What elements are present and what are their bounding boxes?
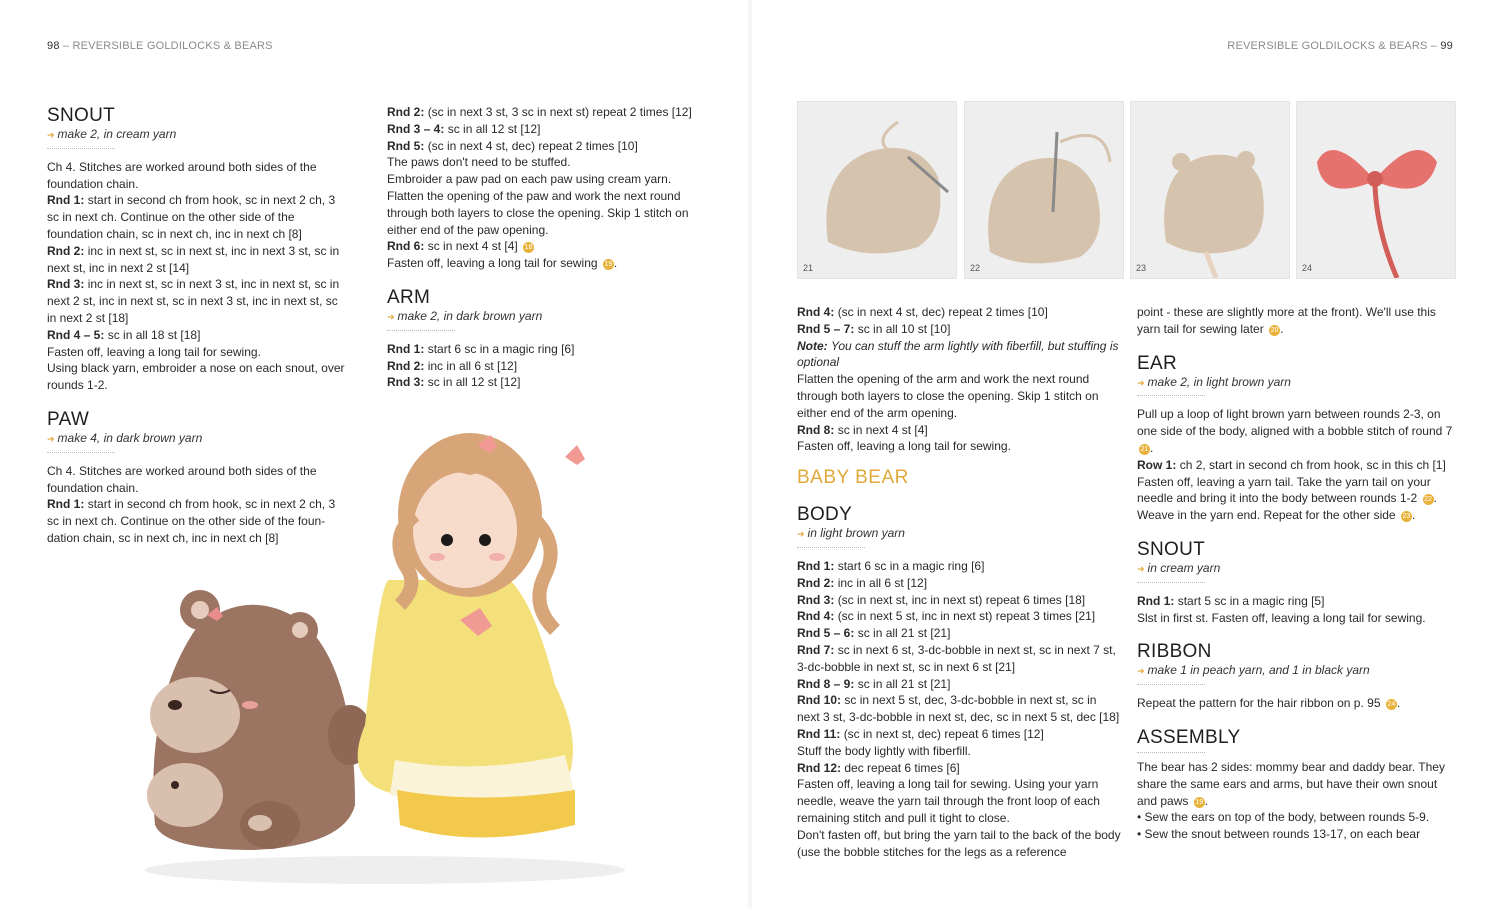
section-rule <box>1137 752 1205 753</box>
snout-2-line-a: Slst in first st. Fasten off, leaving a long tail for sewing. <box>1137 610 1426 625</box>
assembly-bullet-b: • Sew the snout between rounds 13-17, on each bear <box>1137 827 1421 842</box>
ear-line-b: Fasten off, leaving a yarn tail. Take the yarn tail on your needle and bring it into the body between rounds 1-2 22 . <box>1137 474 1437 506</box>
ear-heading: EAR <box>1137 352 1177 374</box>
paw-rnd3-4: Rnd 3 – 4: sc in all 12 st [12] <box>387 121 541 136</box>
body-note: ➜ in light brown yarn <box>797 526 905 541</box>
assembly-bullet-a: • Sew the ears on top of the body, between rounds 5-9. <box>1137 810 1430 825</box>
snout-rnd3: Rnd 3: inc in next st, sc in next 3 st, inc in next st, sc in next 2 st, inc in next st, sc in next 3 st, inc in next st, sc in next 2 st [18] <box>47 277 340 325</box>
section-rule <box>387 330 455 331</box>
right-column-1 <box>797 304 1122 860</box>
step-photo-24 <box>1296 101 1456 279</box>
body-line-c: Don't fasten off, but bring the yarn tail to the back of the body (use the bobble stitches for the legs as a reference <box>797 827 1121 859</box>
arrow-icon: ➜ <box>47 130 55 140</box>
step-photo-23 <box>1130 101 1290 279</box>
arm-note: ➜ make 2, in dark brown yarn <box>387 308 543 323</box>
paw-line-d: Fasten off, leaving a long tail for sewing 19 . <box>387 256 618 271</box>
step-badge: 19 <box>604 261 613 269</box>
arm-line-b: Fasten off, leaving a long tail for sewing. <box>797 439 1011 454</box>
body-continued: point - these are slightly more at the front). We'll use this yarn tail for sewing later 20 . <box>1137 305 1436 336</box>
goldilocks-doll-icon <box>358 433 585 838</box>
arrow-icon: ➜ <box>1137 666 1145 677</box>
pink-ribbon-icon <box>1297 102 1455 278</box>
step-photo-22 <box>964 101 1124 279</box>
snout-note: ➜ make 2, in cream yarn <box>47 127 177 141</box>
snout-line-a: Fasten off, leaving a long tail for sewing. <box>47 344 261 359</box>
spacer <box>1137 338 1455 354</box>
arm-rnd2: Rnd 2: inc in all 6 st [12] <box>387 358 518 373</box>
paw-heading: PAW <box>47 408 90 430</box>
paw-line-b: Embroider a paw pad on each paw using cream yarn. <box>387 172 672 187</box>
step-photo-number: 24 <box>1302 263 1313 273</box>
spacer <box>797 489 1122 505</box>
step-photo-number: 21 <box>803 263 814 273</box>
step-badge: 23 <box>1402 513 1411 521</box>
arm-heading: ARM <box>387 286 431 308</box>
arrow-icon: ➜ <box>797 529 805 540</box>
body-rnd1: Rnd 1: start 6 sc in a magic ring [6] <box>797 558 985 573</box>
arrow-icon: ➜ <box>47 433 55 444</box>
body-heading: BODY <box>797 504 853 526</box>
snout-2-note: ➜ in cream yarn <box>1137 560 1221 575</box>
body-rnd7: Rnd 7: sc in next 6 st, 3-dc-bobble in next st, sc in next 7 st, 3-dc-bobble in next st, sc in next 6 st [21] <box>797 642 1116 674</box>
section-rule <box>1137 395 1205 396</box>
arm-rnd3: Rnd 3: sc in all 12 st [12] <box>387 375 521 390</box>
arm-rnd8: Rnd 8: sc in next 4 st [4] <box>797 422 928 437</box>
section-rule <box>1137 582 1205 583</box>
left-column-2 <box>387 104 705 391</box>
step-badge: 24 <box>1387 701 1396 709</box>
bear-amigurumi-icon <box>147 590 372 850</box>
body-rnd3: Rnd 3: (sc in next st, inc in next st) repeat 6 times [18] <box>797 592 1086 607</box>
snout-rnd4-5: Rnd 4 – 5: sc in all 18 st [18] <box>47 327 201 342</box>
arm-rnd1: Rnd 1: start 6 sc in a magic ring [6] <box>387 341 575 356</box>
paw-rnd1: Rnd 1: start in second ch from hook, sc in next 2 ch, 3 sc in next ch. Continue on the other side of the foun-dation chain, sc in next ch, inc in next ch [8] <box>47 497 336 545</box>
section-rule <box>47 148 115 149</box>
bear-body-with-needle-icon <box>798 102 956 278</box>
paw-rnd6: Rnd 6: sc in next 4 st [4] 18 <box>387 239 533 254</box>
snout-heading: SNOUT <box>47 105 115 126</box>
step-photo-number: 22 <box>970 263 981 273</box>
body-rnd4: Rnd 4: (sc in next 5 st, inc in next st) repeat 3 times [21] <box>797 609 1096 624</box>
right-page <box>750 0 1500 908</box>
snout-rnd1: Rnd 1: start in second ch from hook, sc in next 2 ch, 3 sc in next ch. Continue on the other side of the foundation chain, sc in next ch, inc in next ch [8] <box>47 193 336 241</box>
running-head-dash: – <box>1430 40 1438 52</box>
snout-intro: Ch 4. Stitches are worked around both sides of the foundation chain. <box>47 159 317 191</box>
snout-line-b: Using black yarn, embroider a nose on each snout, over rounds 1-2. <box>47 361 345 393</box>
paw-rnd5: Rnd 5: (sc in next 4 st, dec) repeat 2 times [10] <box>387 138 638 153</box>
step-photo-number: 23 <box>1136 263 1147 273</box>
arm-rnd4: Rnd 4: (sc in next 4 st, dec) repeat 2 times [10] <box>797 305 1048 319</box>
bear-body-with-ears-icon <box>1131 102 1289 278</box>
left-running-title: REVERSIBLE GOLDILOCKS & BEARS <box>72 40 273 52</box>
baby-bear-heading: BABY BEAR <box>797 467 909 489</box>
left-running-head <box>47 40 273 52</box>
step-photo-21 <box>797 101 957 279</box>
arrow-icon: ➜ <box>387 311 395 322</box>
body-line-b: Fasten off, leaving a long tail for sewing. Using your yarn needle, weave the yarn tail through the front loop of each remaining stitch and pull it tight to close. <box>797 777 1100 825</box>
ribbon-heading: RIBBON <box>1137 641 1212 663</box>
arrow-icon: ➜ <box>1137 563 1145 574</box>
right-column-2 <box>1137 304 1455 843</box>
bear-and-doll-photo <box>125 405 635 885</box>
body-line-a: Stuff the body lightly with fiberfill. <box>797 743 971 758</box>
snout-rnd2: Rnd 2: inc in next st, sc in next st, inc in next 3 st, sc in next st, inc in next 2 st [14] <box>47 243 340 275</box>
arrow-icon: ➜ <box>1137 377 1145 388</box>
arm-rnd5-7: Rnd 5 – 7: sc in all 10 st [10] <box>797 321 951 336</box>
ribbon-line-a: Repeat the pattern for the hair ribbon on p. 95 24 . <box>1137 696 1401 711</box>
spacer <box>387 272 705 288</box>
paw-rnd2: Rnd 2: (sc in next 3 st, 3 sc in next st) repeat 2 times [12] <box>387 105 692 119</box>
assembly-line-a: The bear has 2 sides: mommy bear and daddy bear. They share the same ears and arms, but have their own snout and paws 19 . <box>1137 759 1445 808</box>
assembly-heading: ASSEMBLY <box>1137 726 1241 748</box>
bear-body-with-needle-icon <box>965 102 1123 278</box>
section-rule <box>1137 684 1205 685</box>
ear-row1: Row 1: ch 2, start in second ch from hook, sc in this ch [1] <box>1137 457 1446 472</box>
body-rnd5-6: Rnd 5 – 6: sc in all 21 st [21] <box>797 626 951 641</box>
step-badge: 20 <box>1270 326 1279 334</box>
right-page-number: 99 <box>1440 40 1453 52</box>
ear-line-c: Weave in the yarn end. Repeat for the other side 23 . <box>1137 508 1416 523</box>
body-rnd11: Rnd 11: (sc in next st, dec) repeat 6 times [12] <box>797 726 1044 741</box>
step-badge: 19 <box>1195 798 1204 806</box>
ear-line-a: Pull up a loop of light brown yarn between rounds 2-3, on one side of the body, aligned with a bobble stitch of round 7 21 . <box>1137 407 1453 455</box>
step-badge: 22 <box>1424 496 1432 504</box>
body-rnd10: Rnd 10: sc in next 5 st, dec, 3-dc-bobble in next st, sc in next 3 st, 3-dc-bobble in next st, dec, sc in next 5 st, dec [18] <box>797 693 1120 725</box>
spacer <box>1137 524 1455 540</box>
left-page-number: 98 <box>47 40 60 52</box>
running-head-dash: – <box>62 40 70 52</box>
body-rnd12: Rnd 12: dec repeat 6 times [6] <box>797 760 960 775</box>
paw-line-a: The paws don't need to be stuffed. <box>387 155 571 170</box>
arm-line-a: Flatten the opening of the arm and work the next round through both layers to close the opening. Skip 1 stitch on either end of the arm opening. <box>797 372 1099 420</box>
section-rule <box>47 452 115 453</box>
step-badge: 21 <box>1140 445 1149 453</box>
paw-note: ➜ make 4, in dark brown yarn <box>47 430 203 445</box>
right-running-head <box>1227 40 1453 52</box>
right-running-title: REVERSIBLE GOLDILOCKS & BEARS <box>1227 40 1428 52</box>
ear-note: ➜ make 2, in light brown yarn <box>1137 374 1291 389</box>
snout-2-heading: SNOUT <box>1137 538 1205 560</box>
body-rnd8-9: Rnd 8 – 9: sc in all 21 st [21] <box>797 676 951 691</box>
spacer <box>1137 712 1455 728</box>
spacer <box>1137 626 1455 642</box>
ribbon-note: ➜ make 1 in peach yarn, and 1 in black yarn <box>1137 663 1370 678</box>
paw-line-c: Flatten the opening of the paw and work the next round through both layers to close the opening. Skip 1 stitch on either end of the paw opening. <box>387 188 689 237</box>
arm-stuffing-note: Note: You can stuff the arm lightly with fiberfill, but stuffing is optional <box>797 338 1119 370</box>
step-badge: 18 <box>524 244 533 252</box>
body-rnd2: Rnd 2: inc in all 6 st [12] <box>797 575 928 590</box>
snout-2-rnd1: Rnd 1: start 5 sc in a magic ring [5] <box>1137 593 1325 608</box>
paw-intro: Ch 4. Stitches are worked around both sides of the foundation chain. <box>47 463 317 495</box>
section-rule <box>797 547 865 548</box>
